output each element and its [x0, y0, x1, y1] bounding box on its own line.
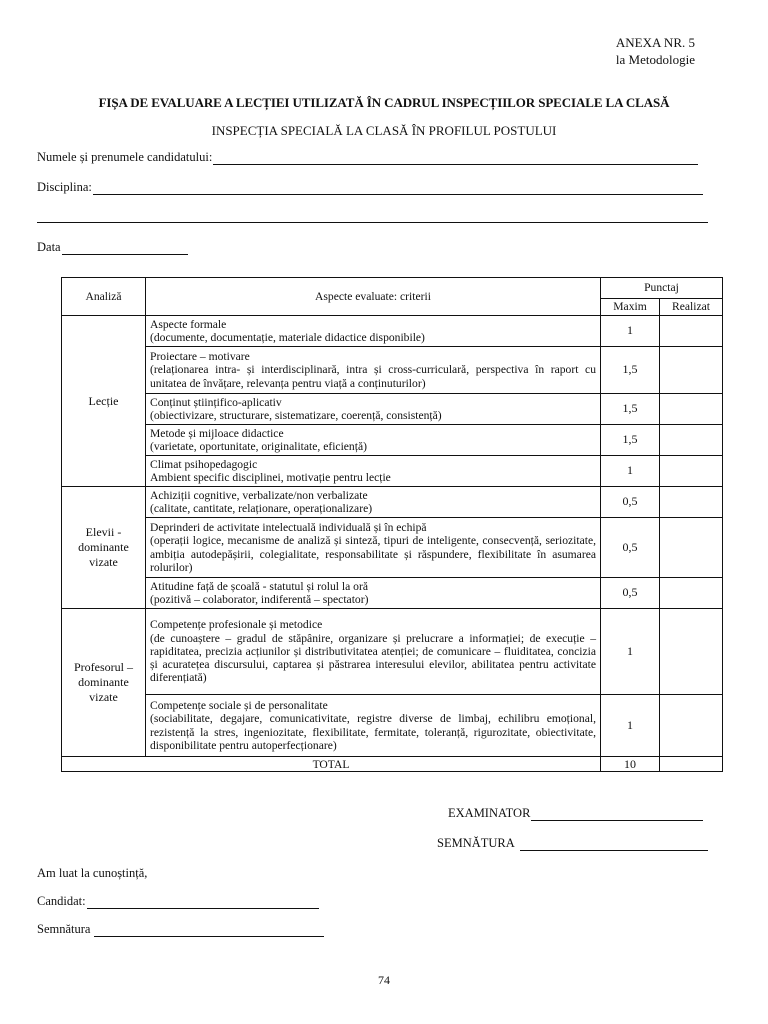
- max-score: 1: [601, 609, 660, 695]
- achieved-score-cell[interactable]: [660, 695, 723, 757]
- table-row: [62, 394, 723, 425]
- examiner-label: EXAMINATOR: [448, 806, 531, 820]
- criterion-title: Aspecte formale: [150, 317, 227, 331]
- total-label: TOTAL: [62, 757, 601, 772]
- criterion-cell: [146, 695, 601, 757]
- candidate-signature-label: Semnătura: [37, 922, 91, 936]
- criterion-description: (pozitivă – colaborator, indiferentă – spectator): [150, 593, 369, 606]
- criterion-description: (operații logice, mecanisme de analiză și sinteză, tipuri de inteligente, consecvență, seriozitate, ambiția autodepășirii, colegialitate, responsabilitate și răspundere, flexibilitate în asumarea rolurilor): [150, 534, 596, 574]
- criterion-title: Conținut științifico-aplicativ: [150, 395, 282, 409]
- criterion-title: Proiectare – motivare: [150, 350, 250, 364]
- achieved-score-cell[interactable]: [660, 425, 723, 456]
- header-analysis: Analiză: [62, 278, 146, 316]
- criterion-description: (obiectivizare, structurare, sistematizare, coerență, consistență): [150, 409, 442, 422]
- criterion-title: Atitudine față de școală - statutul și rolul la oră: [150, 579, 368, 593]
- examiner-signature-field: [437, 836, 708, 851]
- table-row: [62, 456, 723, 487]
- date-blank: [62, 242, 188, 255]
- candidate-name-blank: [213, 152, 698, 165]
- criterion-cell: [146, 394, 601, 425]
- document-title: FIȘA DE EVALUARE A LECȚIEI UTILIZATĂ ÎN CADRUL INSPECȚIILOR SPECIALE LA CLASĂ: [98, 95, 670, 110]
- criterion-cell: [146, 487, 601, 518]
- group-label-teacher: Profesorul – dominante vizate: [62, 609, 146, 757]
- group-label-lesson: Lecție: [62, 316, 146, 487]
- achieved-score-cell[interactable]: [660, 316, 723, 347]
- total-max: 10: [601, 757, 660, 772]
- max-score: 1,5: [601, 425, 660, 456]
- table-row: [62, 425, 723, 456]
- max-score: 1: [601, 695, 660, 757]
- criterion-title: Climat psihopedagogic: [150, 457, 258, 471]
- criterion-description: (de cunoaștere – gradul de stăpânire, organizare și prelucrare a informației; de execuție – rapiditatea, precizia acțiunilor și distributivitatea atenției; de comunicare – fluiditatea, concizia și acuratețea discursului, captarea și păstrarea interesului elevilor, abilitatea pentru activitate diferențiată): [150, 631, 596, 685]
- discipline-field: [37, 180, 703, 195]
- criterion-cell: [146, 456, 601, 487]
- table-total-row: [62, 757, 723, 772]
- criterion-cell: [146, 609, 601, 695]
- discipline-blank-line-2: [37, 222, 708, 223]
- criterion-title: Achiziții cognitive, verbalizate/non verbalizate: [150, 488, 368, 502]
- candidate-field: [37, 894, 319, 909]
- acknowledgement-note: Am luat la cunoștință,: [37, 866, 148, 880]
- achieved-score-cell[interactable]: [660, 518, 723, 578]
- max-score: 1,5: [601, 394, 660, 425]
- header-achieved: Realizat: [660, 299, 723, 316]
- max-score: 0,5: [601, 578, 660, 609]
- max-score: 1: [601, 316, 660, 347]
- criterion-title: Deprinderi de activitate intelectuală individuală și în echipă: [150, 521, 427, 535]
- document-subtitle: INSPECȚIA SPECIALĂ LA CLASĂ ÎN PROFILUL POSTULUI: [211, 123, 557, 138]
- table-row: [62, 487, 723, 518]
- achieved-score-cell[interactable]: [660, 394, 723, 425]
- table-row: [62, 316, 723, 347]
- criterion-cell: [146, 347, 601, 394]
- total-achieved-cell[interactable]: [660, 757, 723, 772]
- criterion-description: Ambient specific disciplinei, motivație pentru lecție: [150, 471, 391, 484]
- max-score: 0,5: [601, 487, 660, 518]
- achieved-score-cell[interactable]: [660, 609, 723, 695]
- table-row: [62, 609, 723, 695]
- criterion-cell: [146, 578, 601, 609]
- page-number: 74: [378, 973, 390, 987]
- examiner-signature-blank: [520, 838, 708, 851]
- examiner-field: [448, 806, 703, 821]
- criterion-description: (sociabilitate, degajare, comunicativitate, registre diverse de limbaj, echilibru emoțional, rezistență la stres, ingeniozitate, flexibilitate, fermitate, toleranță, rigurozitate, obiectivitate, disponibilitate pentru autoperfecționare): [150, 712, 596, 752]
- annex-header: [616, 34, 695, 68]
- candidate-signature-blank: [94, 924, 324, 937]
- max-score: 1: [601, 456, 660, 487]
- discipline-blank: [93, 182, 703, 195]
- criterion-description: (documente, documentație, materiale didactice disponibile): [150, 331, 425, 344]
- criterion-cell: [146, 316, 601, 347]
- header-score: Punctaj: [601, 278, 723, 299]
- date-field: [37, 240, 188, 255]
- examiner-blank: [531, 808, 703, 821]
- candidate-label: Candidat:: [37, 894, 86, 908]
- max-score: 0,5: [601, 518, 660, 578]
- criterion-cell: [146, 518, 601, 578]
- criterion-description: (varietate, oportunitate, originalitate, eficiență): [150, 440, 367, 453]
- examiner-signature-label: SEMNĂTURA: [437, 836, 515, 850]
- table-row: [62, 347, 723, 394]
- header-criteria: Aspecte evaluate: criterii: [146, 278, 601, 316]
- table-row: [62, 695, 723, 757]
- table-row: [62, 578, 723, 609]
- candidate-signature-field: [37, 922, 324, 937]
- criterion-title: Competențe sociale și de personalitate: [150, 699, 328, 713]
- candidate-blank: [87, 896, 319, 909]
- achieved-score-cell[interactable]: [660, 456, 723, 487]
- criterion-title: Metode și mijloace didactice: [150, 426, 284, 440]
- date-label: Data: [37, 240, 61, 254]
- evaluation-table: [61, 277, 723, 772]
- criterion-title: Competențe profesionale și metodice: [150, 618, 323, 632]
- criterion-description: (calitate, cantitate, relaționare, operaționalizare): [150, 502, 373, 515]
- candidate-name-field: [37, 150, 698, 165]
- header-max: Maxim: [601, 299, 660, 316]
- max-score: 1,5: [601, 347, 660, 394]
- criterion-cell: [146, 425, 601, 456]
- achieved-score-cell[interactable]: [660, 347, 723, 394]
- criterion-description: (relaționarea intra- și interdisciplinară, intra și cross-curriculară, perspectiva în raport cu unitatea de învățare, relevanța pentru viață a conținuturilor): [150, 363, 596, 390]
- candidate-name-label: Numele și prenumele candidatului:: [37, 150, 213, 164]
- table-header-row: [62, 278, 723, 299]
- achieved-score-cell[interactable]: [660, 487, 723, 518]
- achieved-score-cell[interactable]: [660, 578, 723, 609]
- group-label-students: Elevii - dominante vizate: [62, 487, 146, 609]
- table-row: [62, 518, 723, 578]
- annex-reference: la Metodologie: [615, 52, 695, 67]
- annex-number: ANEXA NR. 5: [615, 35, 695, 50]
- discipline-label: Disciplina:: [37, 180, 92, 194]
